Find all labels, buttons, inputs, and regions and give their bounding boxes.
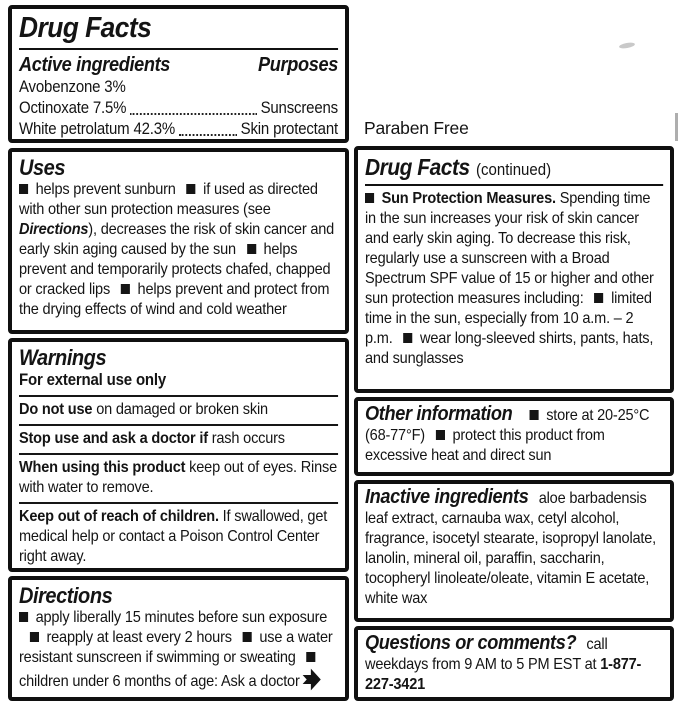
text-segment: keep out of eyes. Rinse with water to remove.: [19, 459, 337, 496]
continued-title-row: [365, 153, 663, 181]
inline-heading: Inactive ingredients: [365, 486, 529, 508]
text-segment: call weekdays from 9 AM to 5 PM EST at: [365, 636, 608, 673]
ingredient-purpose: Sunscreens: [260, 99, 338, 117]
text-segment: 1-877-227-3421: [365, 656, 642, 693]
package-edge-artifact: [675, 113, 678, 141]
bullet-square-icon: [243, 632, 252, 642]
text-segment: on damaged or broken skin: [92, 401, 268, 418]
bullet-square-icon: [19, 184, 28, 194]
active-ingredients-header: Active ingredients: [19, 54, 171, 76]
text-segment: ), decreases the risk of skin cancer and early skin aging caused by the sun: [19, 221, 335, 258]
text-segment: Keep out of reach of children.: [19, 508, 219, 525]
text-segment: if used as directed with other sun protection measures (see: [19, 181, 318, 218]
warnings-subtitle: For external use only: [19, 371, 167, 389]
ingredient-name: White petrolatum 42.3%: [19, 120, 176, 138]
continued-suffix: (continued): [476, 161, 552, 179]
warning-block: [19, 453, 338, 498]
inactive-ingredients-text: [365, 487, 663, 609]
text-segment: use a water resistant sunscreen if swimming or sweating: [19, 629, 333, 666]
uses-text: [19, 180, 338, 320]
text-segment: Spending time in the sun increases your risk of skin cancer and early skin aging. To decrease this risk, regularly use a sunscreen with a Broad Spectrum SPF value of 15 or higher and other sun protection measures including:: [365, 190, 654, 307]
sun-protection-text: [365, 189, 663, 369]
inactive-ingredients-panel: [354, 480, 674, 622]
text-segment: Stop use and ask a doctor if: [19, 430, 208, 447]
ingredient-name: Octinoxate 7.5%: [19, 99, 127, 117]
warnings-blocks: [19, 395, 338, 567]
directions-title: Directions: [19, 583, 113, 608]
text-segment: Directions: [19, 221, 89, 238]
drug-facts-title: Drug Facts: [19, 12, 152, 44]
continued-arrow-icon: [302, 668, 320, 691]
text-segment: protect this product from excessive heat and direct sun: [365, 427, 605, 464]
ingredient-row: [19, 98, 338, 119]
text-segment: helps prevent and protect from the drying effects of wind and cold weather: [19, 281, 330, 318]
text-segment: wear long-sleeved shirts, pants, hats, and sunglasses: [365, 330, 654, 367]
uses-title: Uses: [19, 155, 65, 180]
paraben-free-label: Paraben Free: [364, 118, 469, 138]
drug-facts-continued-title: Drug Facts: [365, 154, 470, 180]
inline-heading: Other information: [365, 403, 513, 425]
warnings-title: Warnings: [19, 345, 107, 370]
right-column: [354, 5, 674, 701]
ingredient-row: [19, 77, 338, 98]
text-segment: helps prevent and temporarily protects chafed, chapped or cracked lips: [19, 241, 331, 298]
bullet-square-icon: [307, 652, 316, 662]
text-segment: Do not use: [19, 401, 93, 418]
bullet-square-icon: [121, 284, 130, 294]
drug-facts-panel: [8, 5, 349, 143]
text-segment: limited time in the sun, especially from 10 a.m. – 2 p.m.: [365, 290, 652, 347]
divider: [19, 48, 338, 50]
divider: [365, 184, 663, 186]
text-segment: rash occurs: [207, 430, 285, 447]
text-segment: helps prevent sunburn: [31, 181, 176, 198]
questions-text: [365, 633, 663, 695]
text-segment: children under 6 months of age: Ask a doctor: [19, 673, 300, 690]
text-segment: aloe barbadensis leaf extract, carnauba wax, cetyl alcohol, fragrance, isocetyl stearate, isopropyl lanolate, lanolin, mineral oil, paraffin, saccharin, tocopheryl linoleate/oleate, vitamin E acetate, white wax: [365, 490, 657, 607]
bullet-square-icon: [594, 293, 603, 303]
bullet-square-icon: [530, 410, 539, 420]
text-segment: reapply at least every 2 hours: [42, 629, 232, 646]
questions-panel: [354, 626, 674, 701]
warning-block: [19, 502, 338, 567]
warnings-panel: [8, 338, 349, 572]
bullet-square-icon: [365, 193, 374, 203]
warning-block: [19, 424, 338, 449]
directions-panel: [8, 576, 349, 701]
ingredient-purpose: Skin protectant: [240, 120, 338, 138]
dotted-leader: [130, 113, 257, 115]
bullet-square-icon: [187, 184, 196, 194]
label-columns: [8, 5, 674, 701]
other-information-text: [365, 404, 663, 466]
paraben-free-area: [354, 5, 674, 146]
ingredient-name: Avobenzone 3%: [19, 78, 126, 96]
directions-text: [19, 608, 338, 692]
ingredient-table: [19, 77, 338, 140]
dotted-leader: [179, 134, 237, 136]
drug-facts-continued-panel: [354, 146, 674, 393]
text-segment: When using this product: [19, 459, 186, 476]
bullet-square-icon: [436, 430, 445, 440]
ingredient-row: [19, 119, 338, 140]
bullet-square-icon: [247, 244, 256, 254]
bullet-square-icon: [403, 333, 412, 343]
left-column: [8, 5, 349, 701]
bullet-square-icon: [30, 632, 39, 642]
inline-heading: Questions or comments?: [365, 632, 577, 654]
uses-panel: [8, 148, 349, 334]
warning-block: [19, 395, 338, 420]
text-segment: store at 20-25°C (68-77°F): [365, 407, 650, 444]
purposes-header: Purposes: [258, 54, 338, 76]
bullet-square-icon: [19, 612, 28, 622]
active-ingredients-header-row: [19, 53, 338, 77]
other-information-panel: [354, 397, 674, 476]
text-segment: Sun Protection Measures.: [377, 190, 556, 207]
text-segment: If swallowed, get medical help or contact a Poison Control Center right away.: [19, 508, 328, 565]
text-segment: apply liberally 15 minutes before sun exposure: [31, 609, 328, 626]
